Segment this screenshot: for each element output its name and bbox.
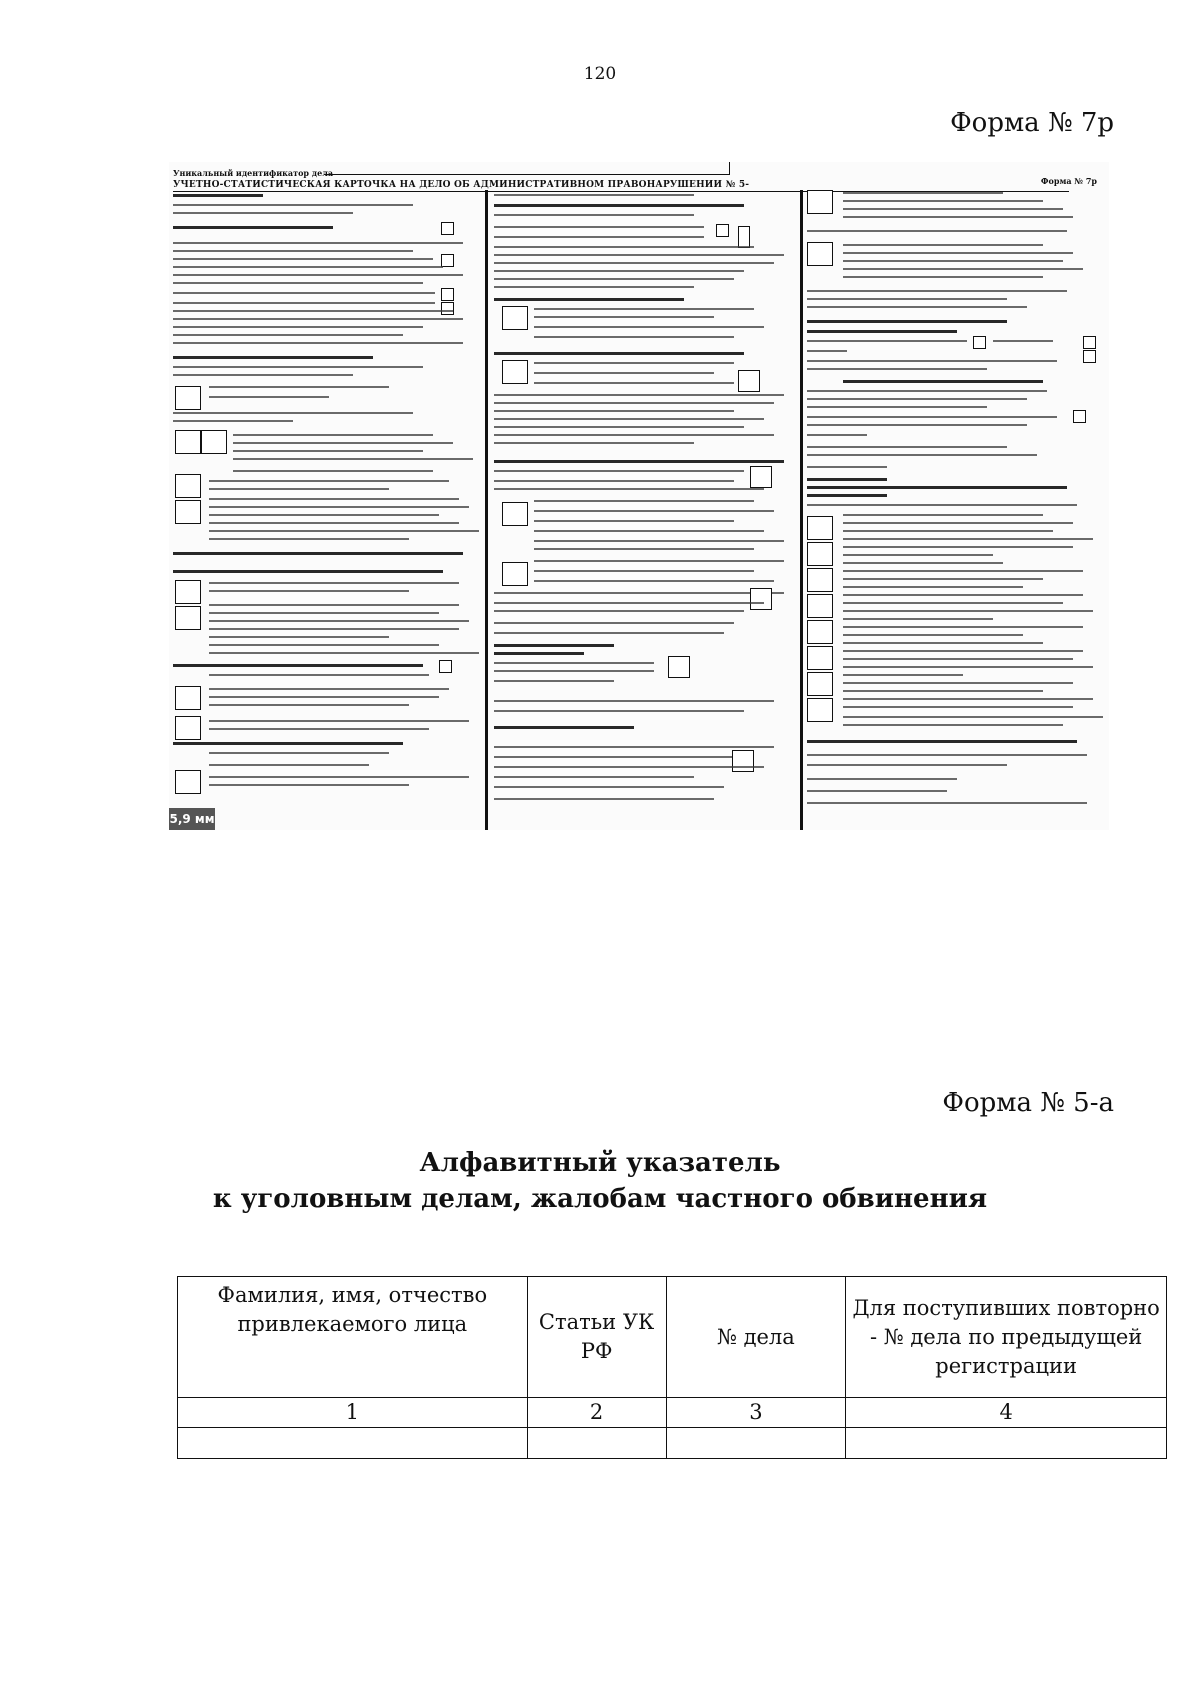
scan-column-left xyxy=(169,190,479,830)
table-header-row xyxy=(178,1277,1167,1398)
table-cell xyxy=(666,1428,846,1459)
form-7r-label: Форма № 7р xyxy=(950,108,1114,138)
column-number-4: 4 xyxy=(846,1398,1167,1428)
table-number-row xyxy=(178,1398,1167,1428)
column-number-1: 1 xyxy=(178,1398,528,1428)
column-header-case-number: № дела xyxy=(666,1277,846,1398)
table-cell xyxy=(178,1428,528,1459)
scanned-form-7r xyxy=(169,162,1109,830)
form-5a-label: Форма № 5-а xyxy=(942,1088,1114,1118)
column-number-3: 3 xyxy=(666,1398,846,1428)
column-number-2: 2 xyxy=(527,1398,666,1428)
column-header-previous-number: Для поступивших повторно - № дела по предыдущей регистрации xyxy=(846,1277,1167,1398)
index-subtitle: к уголовным делам, жалобам частного обвинения xyxy=(212,1184,988,1214)
column-header-name: Фамилия, имя, отчество привлекаемого лица xyxy=(178,1277,528,1398)
scan-header-title: УЧЕТНО-СТАТИСТИЧЕСКАЯ КАРТОЧКА НА ДЕЛО ОБ АДМИНИСТРАТИВНОМ ПРАВОНАРУШЕНИИ № 5- xyxy=(173,180,750,190)
column-header-articles: Статьи УК РФ xyxy=(527,1277,666,1398)
scan-header-id: Уникальный идентификатор дела xyxy=(173,168,334,178)
scan-column-right xyxy=(803,190,1109,830)
table-cell xyxy=(846,1428,1167,1459)
scan-id-box xyxy=(324,162,730,175)
index-title: Алфавитный указатель xyxy=(419,1148,781,1178)
page-number: 120 xyxy=(583,64,617,84)
scan-column-middle xyxy=(485,190,803,830)
table-row xyxy=(178,1428,1167,1459)
alphabetical-index-table xyxy=(177,1276,1167,1459)
scan-header-form: Форма № 7р xyxy=(1040,176,1097,186)
table-cell xyxy=(527,1428,666,1459)
scan-scale-badge: 5,9 мм xyxy=(169,808,215,830)
